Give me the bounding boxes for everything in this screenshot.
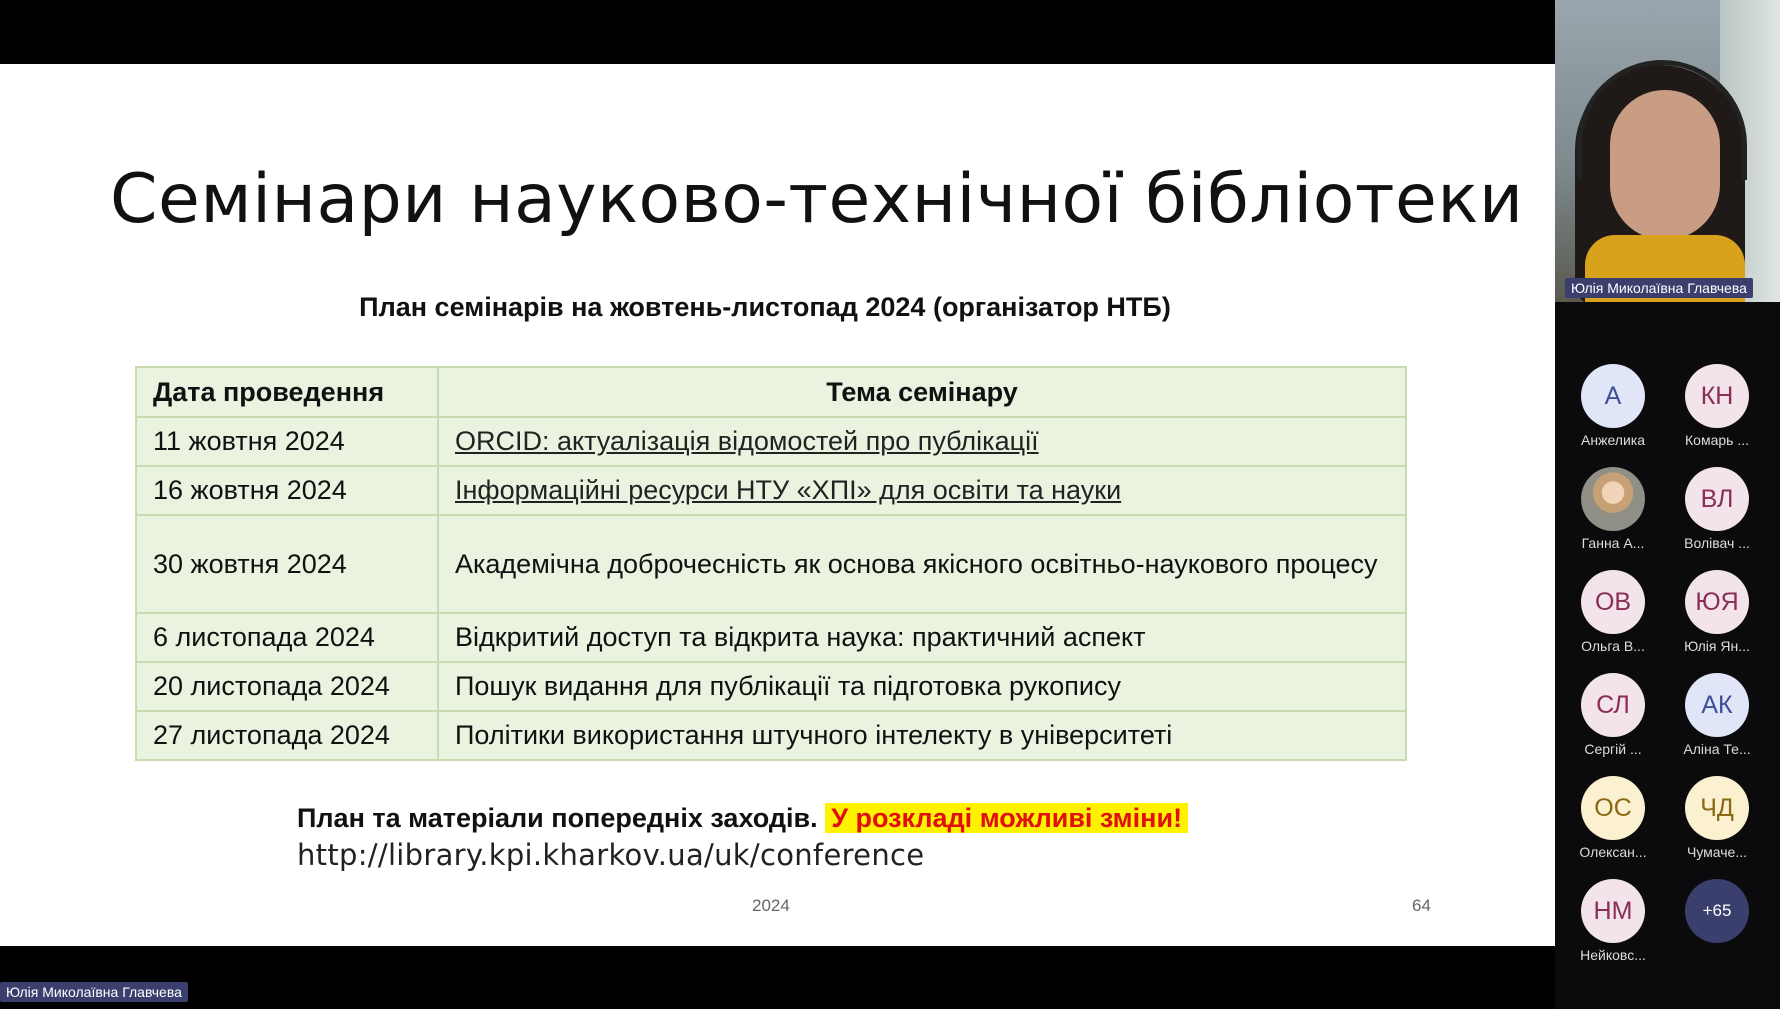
avatar: АК [1685,673,1749,737]
header-date: Дата проведення [136,367,438,417]
participant-name: Чумаче... [1686,844,1748,860]
video-name-tag: Юлія Миколаївна Главчева [1565,278,1753,298]
table-row [136,466,1406,515]
participant-name: Комарь ... [1685,432,1749,448]
avatar: ЧД [1685,776,1749,840]
avatar: КН [1685,364,1749,428]
participant-name: Нейковс... [1580,947,1646,963]
table-header-row [136,367,1406,417]
participant-tile[interactable] [1667,776,1767,860]
presenter-video[interactable] [1555,0,1780,302]
avatar: ОВ [1581,570,1645,634]
participant-tile[interactable] [1667,570,1767,654]
presenter-name-tag: Юлія Миколаївна Главчева [0,982,188,1002]
seminar-topic-link[interactable]: Інформаційні ресурси НТУ «ХПІ» для освіти та науки [455,475,1122,505]
table-row [136,711,1406,760]
seminar-schedule-table [135,366,1407,761]
participant-tile[interactable] [1667,364,1767,448]
participant-tile[interactable] [1563,776,1663,860]
presentation-slide [0,64,1555,946]
avatar: НМ [1581,879,1645,943]
participant-name: Ольга В... [1581,638,1645,654]
more-participants-count: +65 [1685,879,1749,943]
seminar-topic: Пошук видання для публікації та підготовка рукопису [438,662,1406,711]
seminar-topic: Політики використання штучного інтелекту в університеті [438,711,1406,760]
seminar-topic: Відкритий доступ та відкрита наука: практичний аспект [438,613,1406,662]
more-participants-button[interactable] [1667,879,1767,943]
participant-tile[interactable] [1563,673,1663,757]
participant-tile[interactable] [1563,570,1663,654]
participant-tile[interactable] [1667,467,1767,551]
avatar: ОС [1581,776,1645,840]
participant-name: Анжелика [1581,432,1645,448]
participant-tile[interactable] [1563,879,1663,963]
slide-page-number: 64 [1412,896,1431,915]
seminar-date: 27 листопада 2024 [136,711,438,760]
plan-heading: План семінарів на жовтень-листопад 2024 (організатор НТБ) [359,292,1171,322]
participant-name: Олексан... [1579,844,1647,860]
participant-name: Сергій ... [1584,741,1642,757]
participant-name: Ганна А... [1581,535,1645,551]
participant-name: Волівач ... [1684,535,1750,551]
slide-title: Семінари науково-технічної бібліотеки [110,160,1524,239]
participant-name: Аліна Те... [1683,741,1751,757]
footer-text: План та матеріали попередніх заходів. [297,803,818,833]
table-row [136,515,1406,613]
seminar-topic: Академічна доброчесність як основа якісного освітньо-наукового процесу [438,515,1406,613]
table-row [136,613,1406,662]
seminar-date: 20 листопада 2024 [136,662,438,711]
participant-name: Юлія Ян... [1684,638,1750,654]
participant-tile[interactable] [1667,673,1767,757]
slide-year: 2024 [752,896,790,915]
table-row [136,417,1406,466]
avatar: СЛ [1581,673,1645,737]
participant-tile[interactable] [1563,364,1663,448]
seminar-date: 30 жовтня 2024 [136,515,438,613]
seminar-date: 11 жовтня 2024 [136,417,438,466]
header-topic: Тема семінару [438,367,1406,417]
participants-panel [1555,0,1780,1009]
seminar-topic-link[interactable]: ORCID: актуалізація відомостей про публікації [455,426,1039,456]
conference-url: http://library.kpi.kharkov.ua/uk/conference [297,838,925,872]
avatar: А [1581,364,1645,428]
seminar-date: 6 листопада 2024 [136,613,438,662]
seminar-date: 16 жовтня 2024 [136,466,438,515]
seminar-topic [438,466,1406,515]
avatar: ВЛ [1685,467,1749,531]
table-row [136,662,1406,711]
participant-tile[interactable] [1563,467,1663,551]
footer-line [297,803,1188,834]
avatar: ЮЯ [1685,570,1749,634]
avatar-photo [1581,467,1645,531]
seminar-topic [438,417,1406,466]
schedule-warning: У розкладі можливі зміни! [825,803,1188,833]
